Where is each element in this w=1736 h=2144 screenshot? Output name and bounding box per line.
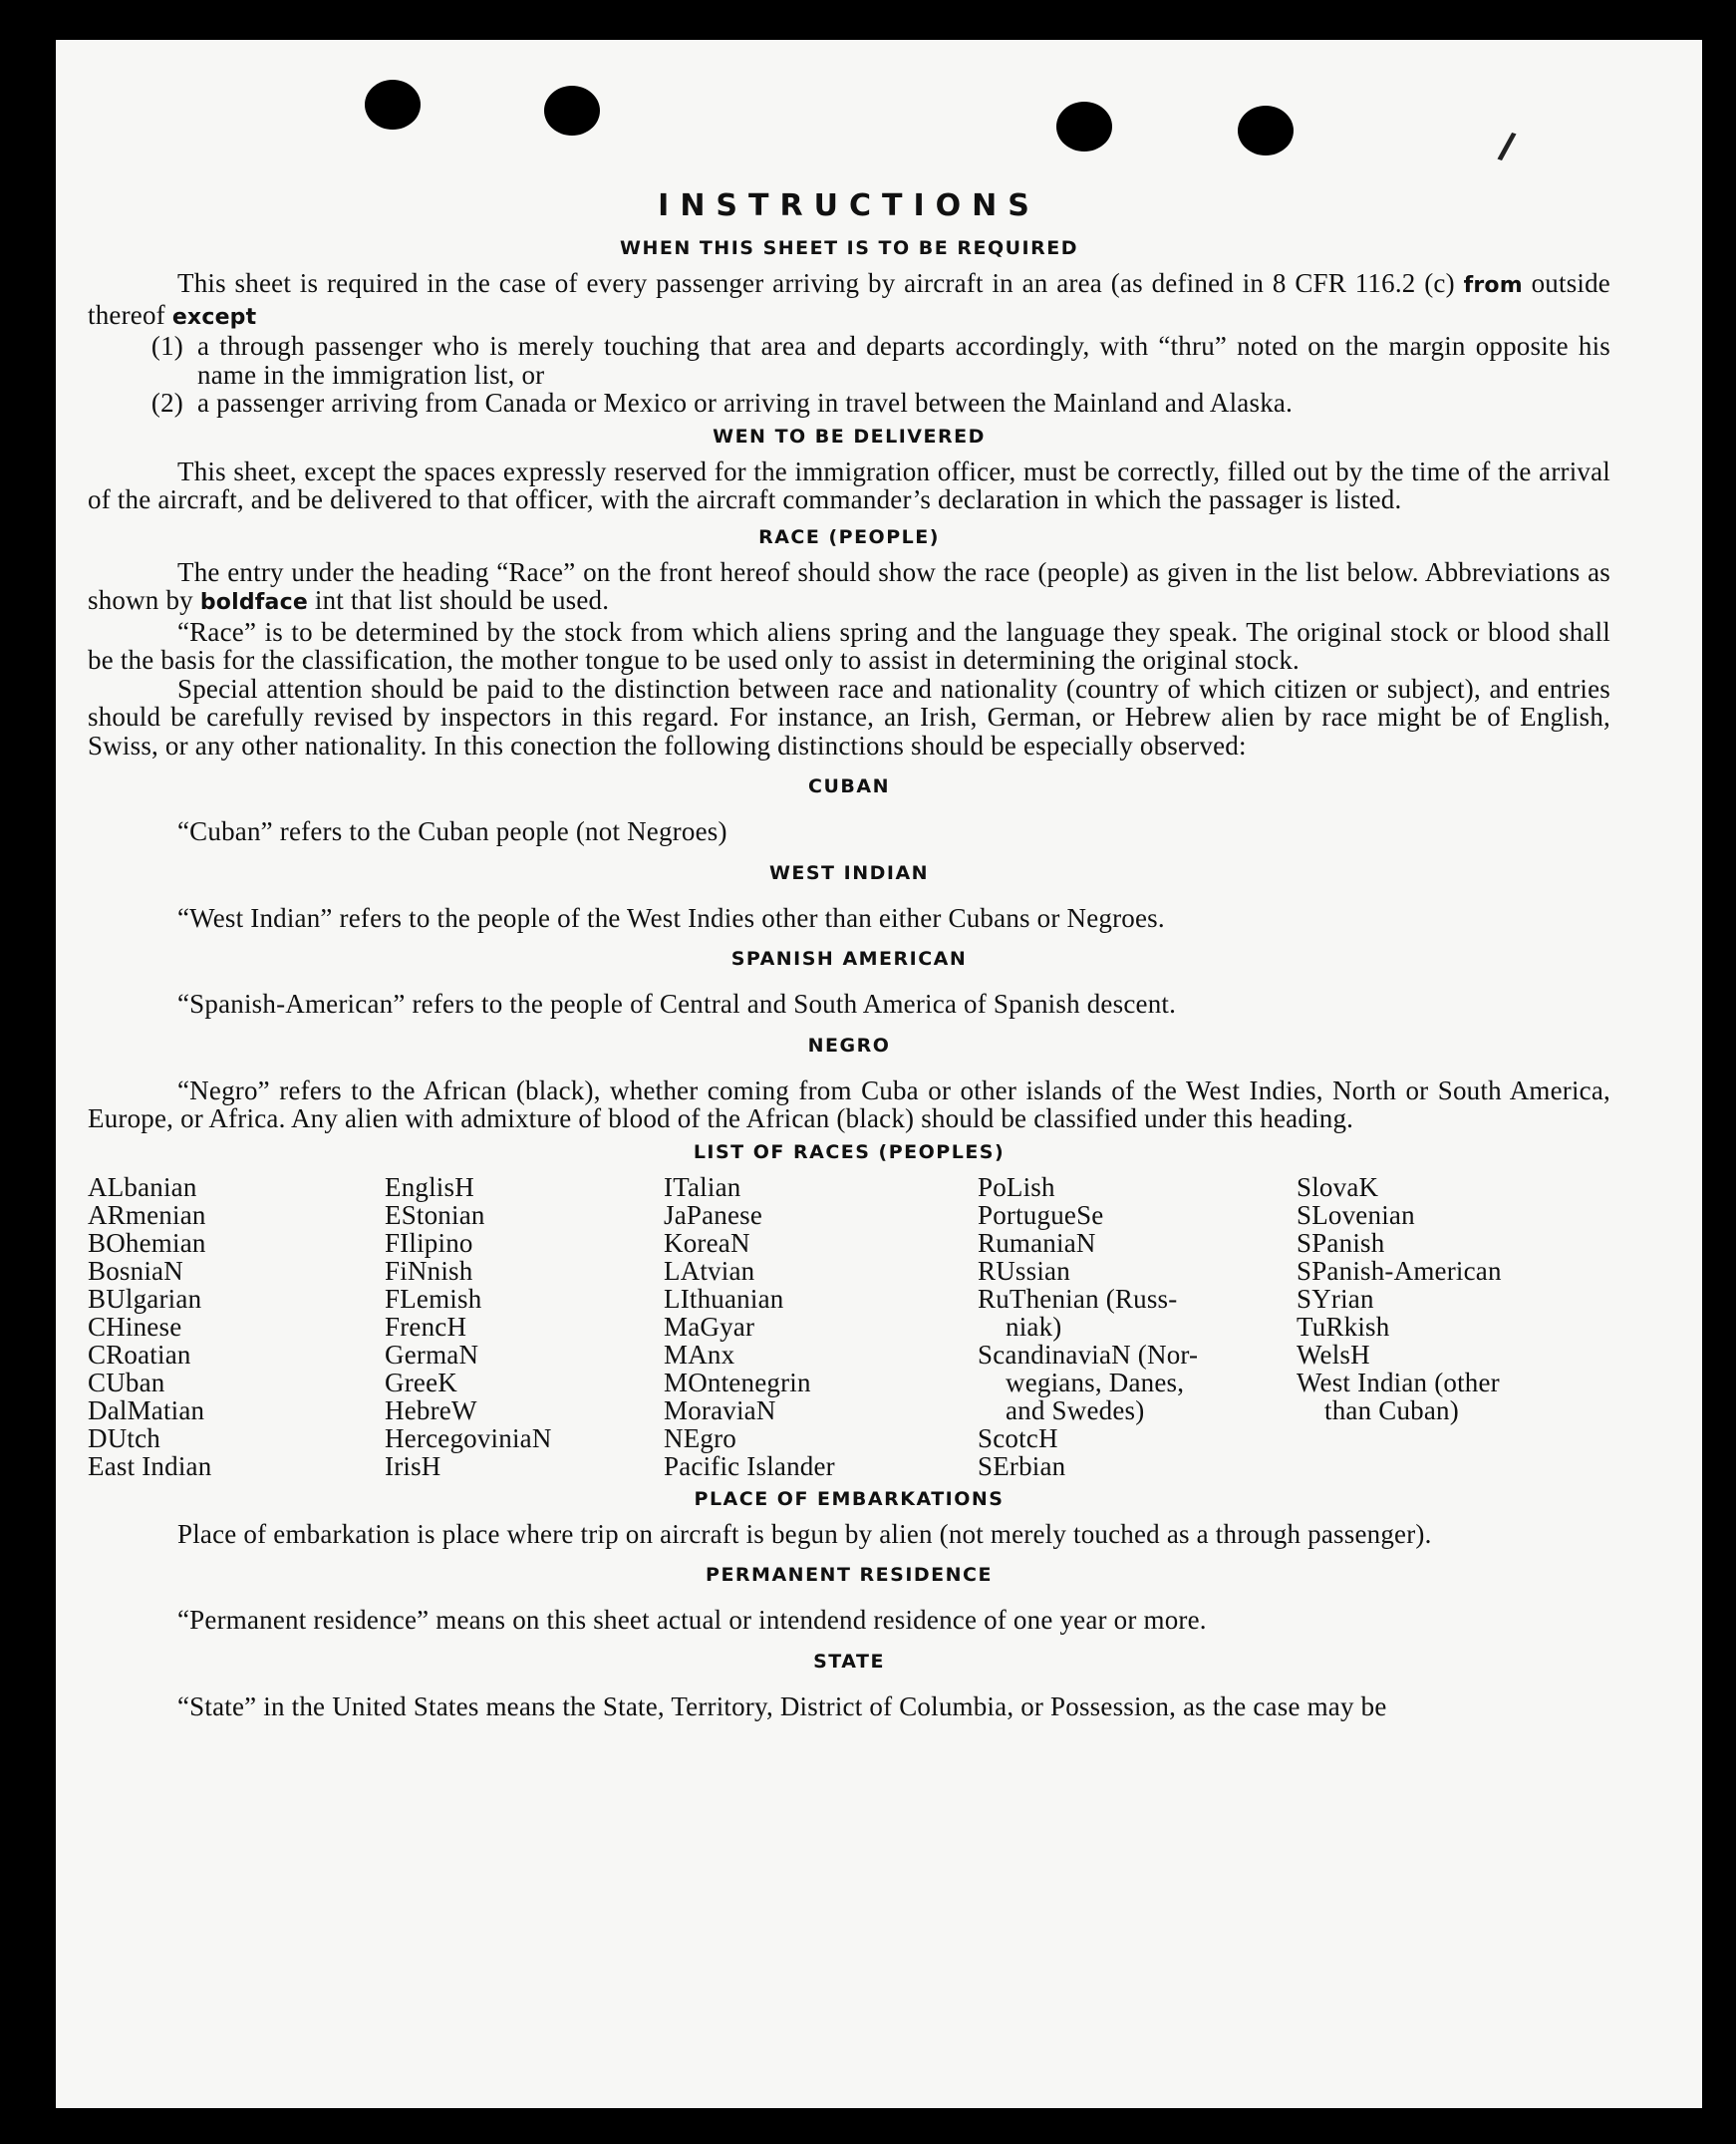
race-entry: FrencH: [385, 1311, 467, 1342]
race-entry: East Indian: [88, 1450, 212, 1481]
race-entry: than Cuban): [1324, 1394, 1459, 1425]
race-entry: FLemish: [385, 1283, 482, 1314]
race-entry: SLovenian: [1297, 1199, 1415, 1230]
race-entry: LAtvian: [664, 1255, 755, 1286]
race-entry: MoraviaN: [664, 1394, 776, 1425]
pen-mark: /: [1494, 125, 1519, 170]
race-entry: WelsH: [1297, 1339, 1370, 1370]
negro-text: “Negro” refers to the African (black), whether coming from Cuba or other islands of the West Indies, North or South America, Europe, or Africa. Any alien with admixture of blood of the African (black) should be classified under this heading.: [88, 1074, 1610, 1133]
race-entry: KoreaN: [664, 1227, 750, 1258]
race-paragraph-1: The entry under the heading “Race” on the front hereof should show the race (people) as given in the list below. Abbreviations as shown by boldface int that list should be used.: [88, 556, 1610, 615]
races-column: [978, 1173, 1297, 1480]
section-heading-required: WHEN THIS SHEET IS TO BE REQUIRED: [619, 237, 1078, 259]
race-entry: ALbanian: [88, 1171, 197, 1202]
page-title: INSTRUCTIONS: [658, 188, 1040, 223]
race-entry: ARmenian: [88, 1199, 206, 1230]
race-entry: RumaniaN: [978, 1227, 1096, 1258]
race-entry: MOntenegrin: [664, 1367, 811, 1397]
race-entry: SYrian: [1297, 1283, 1374, 1314]
race-entry: SlovaK: [1297, 1171, 1379, 1202]
race-entry: NEgro: [664, 1422, 736, 1453]
punch-hole: [1238, 106, 1294, 155]
section-heading-list: LIST OF RACES (PEOPLES): [693, 1140, 1006, 1163]
cuban-text: “Cuban” refers to the Cuban people (not Negroes): [177, 816, 727, 846]
races-column: [88, 1173, 385, 1480]
section-heading-spanish-american: SPANISH AMERICAN: [730, 948, 968, 970]
race-entry: SPanish-American: [1297, 1255, 1502, 1286]
race-entry: RuThenian (Russ-: [978, 1283, 1178, 1314]
required-intro: This sheet is required in the case of every passenger arriving by aircraft in an area (as defined in 8 CFR 116.2 (c) from outside thereof except: [88, 268, 1610, 330]
races-column: [664, 1173, 978, 1480]
race-entry: wegians, Danes,: [1006, 1367, 1185, 1397]
race-entry: EStonian: [385, 1199, 485, 1230]
race-entry: MAnx: [664, 1339, 735, 1370]
races-column: [1297, 1173, 1610, 1480]
exception-item: (1) a through passenger who is merely touching that area and departs accordingly, with “thru” noted on the margin opposite his name in the immigration list, or: [150, 331, 1610, 390]
section-heading-delivered: WEN TO BE DELIVERED: [713, 425, 986, 448]
delivered-text: This sheet, except the spaces expressly reserved for the immigration officer, must be correctly, filled out by the time of the arrival of the aircraft, and be delivered to that officer, with the aircraft commander’s declaration in which the passager is listed.: [88, 456, 1610, 514]
race-entry: LIthuanian: [664, 1283, 784, 1314]
race-entry: DUtch: [88, 1422, 160, 1453]
race-entry: BosniaN: [88, 1255, 183, 1286]
race-entry: CRoatian: [88, 1339, 191, 1370]
state-text: “State” in the United States means the State, Territory, District of Columbia, or Possession, as the case may be: [177, 1690, 1387, 1721]
residence-text: “Permanent residence” means on this sheet actual or intendend residence of one year or more.: [177, 1605, 1207, 1635]
race-entry: PortugueSe: [978, 1199, 1104, 1230]
race-entry: IrisH: [385, 1450, 441, 1481]
race-entry: PoLish: [978, 1171, 1055, 1202]
section-heading-race: RACE (PEOPLE): [758, 525, 940, 548]
race-entry: EnglisH: [385, 1171, 474, 1202]
instructions-body: [88, 189, 1610, 1720]
race-entry: MaGyar: [664, 1311, 755, 1342]
spanish-american-text: “Spanish-American” refers to the people of Central and South America of Spanish descent.: [177, 989, 1177, 1019]
west-indian-text: “West Indian” refers to the people of the West Indies other than either Cubans or Negroes.: [177, 902, 1165, 933]
exception-item: (2) a passenger arriving from Canada or Mexico or arriving in travel between the Mainland and Alaska.: [150, 388, 1294, 418]
race-entry: CHinese: [88, 1311, 182, 1342]
race-entry: BOhemian: [88, 1227, 206, 1258]
race-entry: West Indian (other: [1297, 1367, 1500, 1397]
race-entry: SPanish: [1297, 1227, 1385, 1258]
race-entry: Pacific Islander: [664, 1450, 835, 1481]
punch-hole: [544, 86, 600, 136]
race-paragraph-2: “Race” is to be determined by the stock from which aliens spring and the language they speak. The original stock or blood shall be the basis for the classification, the mother tongue to be used only to assist in determining the original stock.: [88, 616, 1610, 675]
race-entry: and Swedes): [1006, 1394, 1145, 1425]
race-entry: FiNnish: [385, 1255, 473, 1286]
section-heading-cuban: CUBAN: [808, 775, 890, 797]
race-entry: JaPanese: [664, 1199, 763, 1230]
race-entry: CUban: [88, 1367, 165, 1397]
race-entry: RUssian: [978, 1255, 1070, 1286]
race-entry: DalMatian: [88, 1394, 205, 1425]
race-entry: HebreW: [385, 1394, 477, 1425]
punch-hole: [1056, 102, 1112, 152]
race-entry: ScotcH: [978, 1422, 1058, 1453]
race-entry: TuRkish: [1297, 1311, 1390, 1342]
race-entry: GermaN: [385, 1339, 479, 1370]
race-entry: GreeK: [385, 1367, 457, 1397]
section-heading-residence: PERMANENT RESIDENCE: [706, 1564, 993, 1586]
race-entry: niak): [1006, 1311, 1062, 1342]
races-list: [88, 1173, 1610, 1480]
race-entry: HercegoviniaN: [385, 1422, 552, 1453]
document-page: [56, 40, 1702, 2108]
race-entry: BUlgarian: [88, 1283, 202, 1314]
race-paragraph-3: Special attention should be paid to the distinction between race and nationality (country of which citizen or subject), and entries should be carefully revised by inspectors in this regard. For instance, an Irish, German, or Hebrew alien by race might be of English, Swiss, or any other nationality. In this conection the following distinctions should be especially observed:: [88, 673, 1610, 761]
section-heading-embarkation: PLACE OF EMBARKATIONS: [694, 1487, 1005, 1510]
race-entry: ITalian: [664, 1171, 741, 1202]
section-heading-west-indian: WEST INDIAN: [768, 861, 930, 884]
section-heading-state: STATE: [813, 1650, 885, 1673]
races-column: [385, 1173, 664, 1480]
section-heading-negro: NEGRO: [807, 1034, 891, 1057]
race-entry: ScandinaviaN (Nor-: [978, 1339, 1199, 1370]
race-entry: SErbian: [978, 1450, 1066, 1481]
embarkation-text: Place of embarkation is place where trip on aircraft is begun by alien (not merely touched as a through passenger).: [177, 1518, 1432, 1549]
punch-hole: [365, 80, 421, 130]
race-entry: FIlipino: [385, 1227, 473, 1258]
